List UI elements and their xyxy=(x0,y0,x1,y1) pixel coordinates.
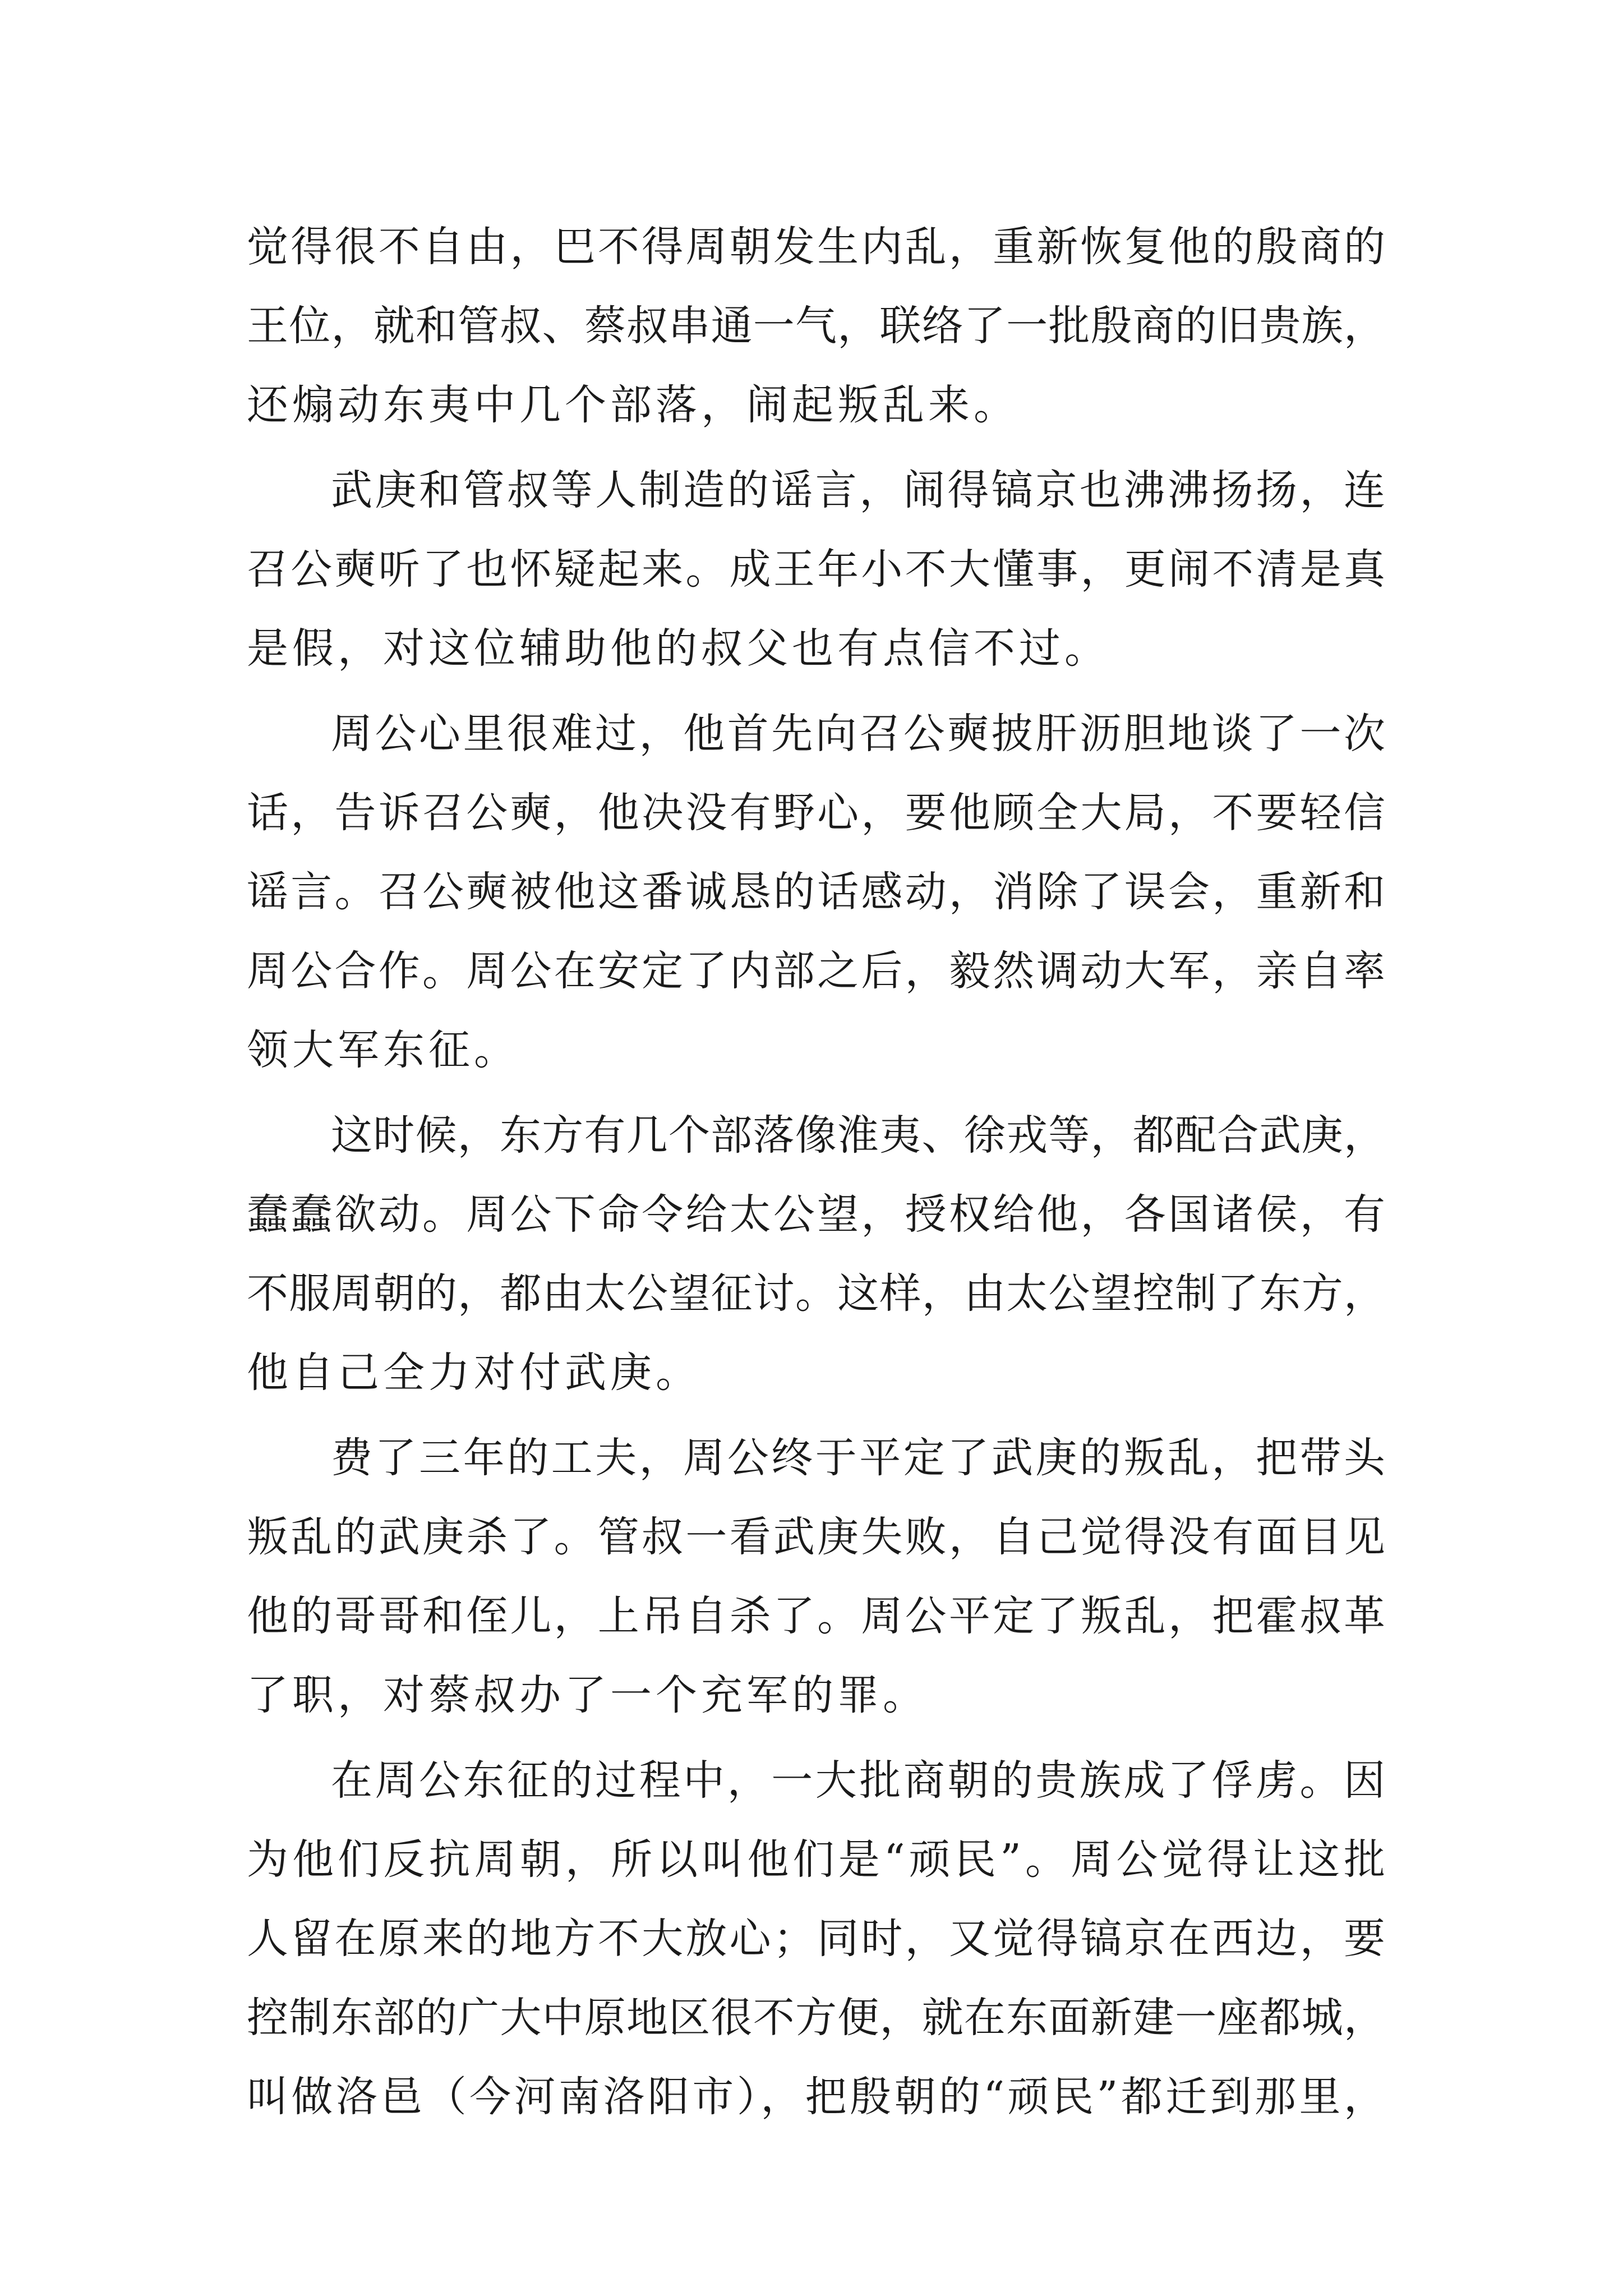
text-line: 召公奭听了也怀疑起来。成王年小不大懂事，更闹不清是真 xyxy=(247,545,1385,593)
text-line: 谣言。召公奭被他这番诚恳的话感动，消除了误会，重新和 xyxy=(247,868,1385,916)
paragraph xyxy=(247,1419,1385,1735)
paragraph xyxy=(247,1741,1385,2137)
text-line: 他的哥哥和侄儿，上吊自杀了。周公平定了叛乱，把霍叔革 xyxy=(247,1592,1385,1640)
paragraph xyxy=(247,451,1385,688)
text-line: 话，告诉召公奭，他决没有野心，要他顾全大局，不要轻信 xyxy=(247,789,1385,837)
text-line: 叛乱的武庚杀了。管叔一看武庚失败，自己觉得没有面目见 xyxy=(247,1513,1385,1561)
text-line: 周公合作。周公在安定了内部之后，毅然调动大军，亲自率 xyxy=(247,947,1385,995)
text-line: 武庚和管叔等人制造的谣言，闹得镐京也沸沸扬扬，连 xyxy=(331,466,1385,514)
text-line: 王位，就和管叔、蔡叔串通一气，联络了一批殷商的旧贵族， xyxy=(247,302,1385,350)
text-line: 这时候，东方有几个部落像淮夷、徐戎等，都配合武庚， xyxy=(331,1111,1385,1159)
text-line: 控制东部的广大中原地区很不方便，就在东面新建一座都城， xyxy=(247,1994,1385,2042)
text-line: 还煽动东夷中几个部落，闹起叛乱来。 xyxy=(247,381,1019,429)
text-line: 蠢蠢欲动。周公下命令给太公望，授权给他，各国诸侯，有 xyxy=(247,1190,1385,1239)
text-line: 为他们反抗周朝，所以叫他们是“顽民”。周公觉得让这批 xyxy=(247,1835,1385,1884)
paragraph xyxy=(247,1096,1385,1412)
text-line: 领大军东征。 xyxy=(247,1026,519,1074)
paragraph xyxy=(247,208,1385,445)
paragraph xyxy=(247,694,1385,1090)
body-text xyxy=(247,208,1385,2137)
text-line: 周公心里很难过，他首先向召公奭披肝沥胆地谈了一次 xyxy=(331,710,1385,758)
text-line: 觉得很不自由，巴不得周朝发生内乱，重新恢复他的殷商的 xyxy=(247,223,1385,271)
text-line: 了职，对蔡叔办了一个充军的罪。 xyxy=(247,1671,928,1719)
text-line: 是假，对这位辅助他的叔父也有点信不过。 xyxy=(247,624,1110,673)
text-line: 人留在原来的地方不大放心；同时，又觉得镐京在西边，要 xyxy=(247,1915,1385,1963)
text-line: 他自己全力对付武庚。 xyxy=(247,1349,701,1397)
text-line: 叫做洛邑（今河南洛阳市），把殷朝的“顽民”都迁到那里， xyxy=(247,2073,1385,2121)
text-line: 费了三年的工夫，周公终于平定了武庚的叛乱，把带头 xyxy=(331,1434,1385,1482)
text-line: 不服周朝的，都由太公望征讨。这样，由太公望控制了东方， xyxy=(247,1269,1385,1318)
text-line: 在周公东征的过程中，一大批商朝的贵族成了俘虏。因 xyxy=(331,1756,1385,1805)
